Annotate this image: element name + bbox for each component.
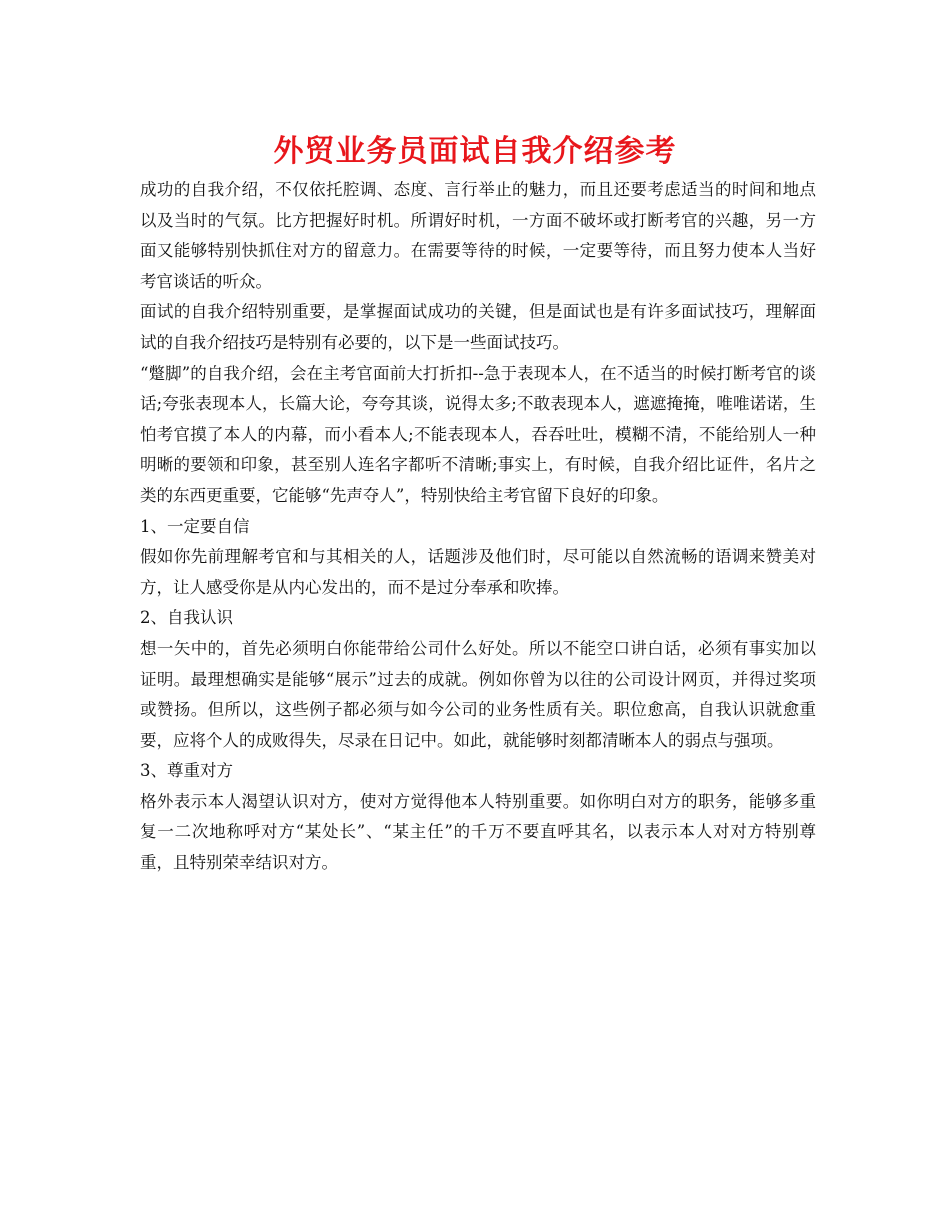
document-title: 外贸业务员面试自我介绍参考 — [273, 134, 677, 169]
paragraph-bad-intro: “蹩脚”的自我介绍，会在主考官面前大打折扣--急于表现本人，在不适当的时候打断考官的谈话;夸张表现本人，长篇大论，夸夸其谈，说得太多;不敢表现本人，遮遮掩掩，唯唯诺诺，生怕考官摸了本人的内幕，而小看本人;不能表现本人，吞吞吐吐，模糊不清，不能给别人一种明晰的要领和印象，甚至别人连名字都听不清晰;事实上，有时候，自我介绍比证件，名片之类的东西更重要，它能够“先声夺人”，特别快给主考官留下良好的印象。 — [140, 363, 816, 505]
heading-confidence: 1、一定要自信 — [140, 516, 250, 536]
paragraph-self-awareness: 想一矢中的，首先必须明白你能带给公司什么好处。所以不能空口讲白话，必须有事实加以证明。最理想确实是能够“展示”过去的成就。例如你曾为以往的公司设计网页，并得过奖项或赞扬。但所以，这些例子都必须与如今公司的业务性质有关。职位愈高，自我认识就愈重要，应将个人的成败得失，尽录在日记中。如此，就能够时刻都清晰本人的弱点与强项。 — [140, 638, 816, 750]
paragraph-intro: 成功的自我介绍，不仅依托腔调、态度、言行举止的魅力，而且还要考虑适当的时间和地点以及当时的气氛。比方把握好时机。所谓好时机，一方面不破坏或打断考官的兴趣，另一方面又能够特别快抓住对方的留意力。在需要等待的时候，一定要等待，而且努力使本人当好考官谈话的听众。 — [140, 180, 816, 291]
document-body — [140, 175, 816, 879]
paragraph-respect: 格外表示本人渴望认识对方，使对方觉得他本人特别重要。如你明白对方的职务，能够多重复一二次地称呼对方“某处长”、“某主任”的千万不要直呼其名，以表示本人对对方特别尊重，且特别荣幸结识对方。 — [140, 791, 816, 873]
paragraph-importance: 面试的自我介绍特别重要，是掌握面试成功的关键，但是面试也是有许多面试技巧，理解面试的自我介绍技巧是特别有必要的，以下是一些面试技巧。 — [140, 302, 816, 352]
heading-self-awareness: 2、自我认识 — [140, 608, 233, 628]
paragraph-confidence: 假如你先前理解考官和与其相关的人，话题涉及他们时，尽可能以自然流畅的语调来赞美对方，让人感受你是从内心发出的，而不是过分奉承和吹捧。 — [140, 547, 816, 597]
heading-respect: 3、尊重对方 — [140, 761, 233, 781]
